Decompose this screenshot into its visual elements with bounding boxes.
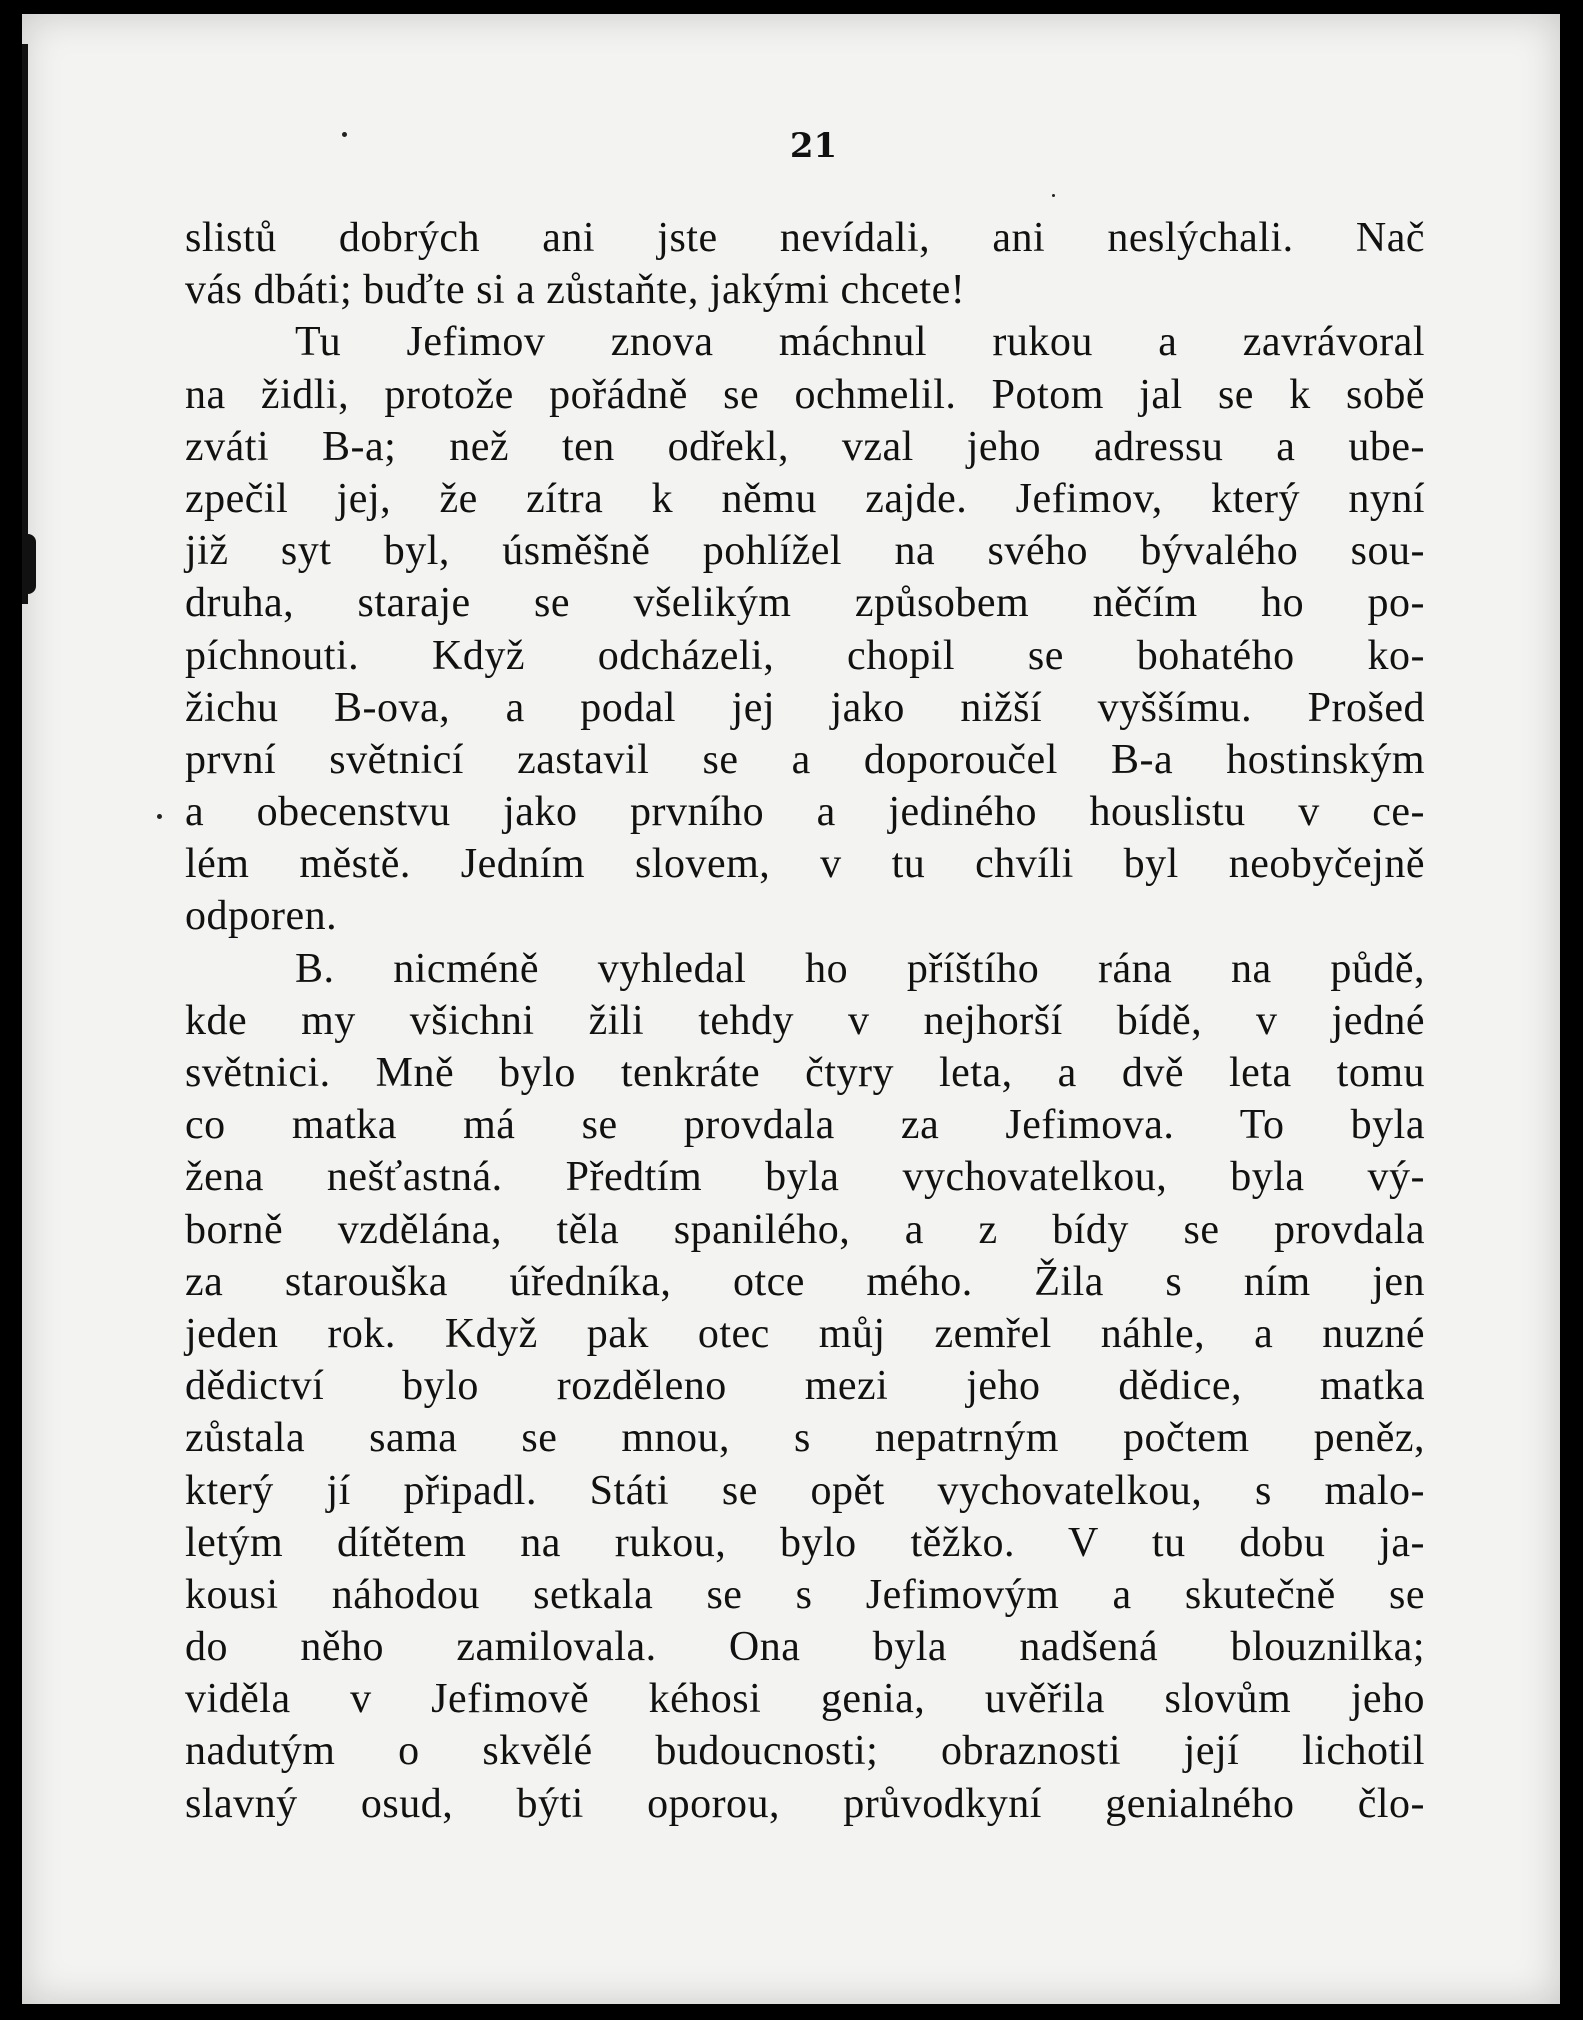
text-line: slavný osud, býti oporou, průvodkyní genialného člo- bbox=[185, 1780, 1425, 1827]
page-body-text bbox=[185, 212, 1425, 1830]
text-line: dědictví bylo rozděleno mezi jeho dědice, matka bbox=[185, 1363, 1425, 1410]
text-line: druha, staraje se všelikým způsobem něčím ho po- bbox=[185, 580, 1425, 627]
text-line: na židli, protože pořádně se ochmelil. Potom jal se k sobě bbox=[185, 371, 1425, 418]
text-line: lém městě. Jedním slovem, v tu chvíli byl neobyčejně bbox=[185, 841, 1425, 888]
text-line: a obecenstvu jako prvního a jediného houslistu v ce- bbox=[185, 789, 1425, 836]
ink-speck bbox=[157, 814, 162, 819]
text-line: zůstala sama se mnou, s nepatrným počtem peněz, bbox=[185, 1415, 1425, 1462]
text-line: píchnouti. Když odcházeli, chopil se bohatého ko- bbox=[185, 632, 1425, 679]
text-line: letým dítětem na rukou, bylo těžko. V tu dobu ja- bbox=[185, 1519, 1425, 1566]
text-line: borně vzdělána, těla spanilého, a z bídy se provdala bbox=[185, 1206, 1425, 1253]
text-line: jeden rok. Když pak otec můj zemřel náhle, a nuzné bbox=[185, 1310, 1425, 1357]
text-line: první světnicí zastavil se a doporoučel B-a hostinským bbox=[185, 736, 1425, 783]
text-line: odporen. bbox=[185, 893, 338, 940]
text-line: světnici. Mně bylo tenkráte čtyry leta, a dvě leta tomu bbox=[185, 1050, 1425, 1096]
text-line: který jí připadl. Státi se opět vychovatelkou, s malo- bbox=[185, 1467, 1425, 1514]
text-line: nadutým o skvělé budoucnosti; obraznosti její lichotil bbox=[185, 1728, 1425, 1775]
ink-speck bbox=[1052, 194, 1055, 197]
text-line: co matka má se provdala za Jefimova. To byla bbox=[185, 1102, 1425, 1149]
text-line: zváti B-a; než ten odřekl, vzal jeho adressu a ube- bbox=[185, 423, 1425, 470]
text-line: vás dbáti; buďte si a zůstaňte, jakými chcete! bbox=[185, 267, 966, 314]
text-line: kde my všichni žili tehdy v nejhorší bídě, v jedné bbox=[185, 997, 1425, 1044]
text-line: kousi náhodou setkala se s Jefimovým a skutečně se bbox=[185, 1571, 1425, 1618]
text-line: viděla v Jefimově kéhosi genia, uvěřila slovům jeho bbox=[185, 1676, 1425, 1723]
text-line: slistů dobrých ani jste nevídali, ani neslýchali. Nač bbox=[185, 215, 1425, 261]
text-line: žena nešťastná. Předtím byla vychovatelkou, byla vý- bbox=[185, 1154, 1425, 1201]
text-line: již syt byl, úsměšně pohlížel na svého bývalého sou- bbox=[185, 528, 1425, 575]
text-line: zpečil jej, že zítra k němu zajde. Jefimov, který nyní bbox=[185, 475, 1425, 522]
page-number: 21 bbox=[789, 126, 838, 166]
text-line: žichu B-ova, a podal jej jako nižší vyššímu. Prošed bbox=[185, 684, 1425, 731]
text-line: Tu Jefimov znova máchnul rukou a zavrávoral bbox=[295, 319, 1425, 366]
binding-mark bbox=[22, 534, 36, 594]
text-line: za starouška úředníka, otce mého. Žila s ním jen bbox=[185, 1258, 1425, 1305]
text-line: do něho zamilovala. Ona byla nadšená blouznilka; bbox=[185, 1624, 1425, 1671]
text-line: B. nicméně vyhledal ho příštího rána na půdě, bbox=[295, 945, 1425, 992]
